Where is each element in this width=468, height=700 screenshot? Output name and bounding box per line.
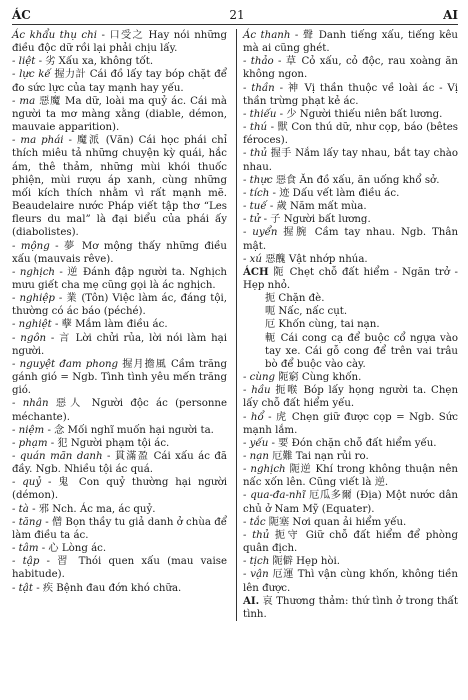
entry-definition: - 要 Đón chặn chỗ đất hiểm yếu. xyxy=(268,437,437,449)
entry-definition: - 習 Thói quen xấu (mau vaise habitude). xyxy=(12,556,227,581)
dictionary-entry xyxy=(243,266,458,292)
dictionary-entry xyxy=(12,318,227,331)
entry-definition: 厄難 Tai nạn rủi ro. xyxy=(268,451,369,462)
entry-keyword: - tuế xyxy=(243,201,267,213)
dictionary-entry xyxy=(243,253,458,266)
entry-keyword: - nguyệt đam phong xyxy=(12,358,119,370)
entry-keyword: - ngôn xyxy=(12,332,47,344)
entry-keyword: AI. xyxy=(243,594,260,607)
dictionary-entry xyxy=(12,424,227,437)
dictionary-entry xyxy=(12,55,227,68)
entry-keyword: ÁCH xyxy=(243,265,269,278)
entry-definition: - 業 (Tôn) Việc làm ác, đáng tội, thường có ác báo (péché). xyxy=(12,293,227,318)
entry-definition: - 貫滿盈 Cái xấu ác đã đầy. Ngb. Nhiều tội ác quá. xyxy=(12,451,227,476)
dictionary-entry xyxy=(12,542,227,555)
entry-definition: - 言 Lời chửi rủa, lời nói làm hại người. xyxy=(12,332,227,357)
entry-definition: - 僧 Bọn thầy tu giả danh ở chùa để làm điều ta ác. xyxy=(12,516,227,541)
entry-definition: - 魔派 (Văn) Cái học phái chỉ thích miêu tả những chuyện kỳ quái, hắc ám, thê thảm, những mùi khói thuốc phiện, mùi rượu áp xanh, cùng những mối kích thích nhằm vì rất mạnh mẽ. Beaudelaire nước Pháp viết tập thơ “Les fleurs du mal” là đại biểu của phái ấy (diabolistes). xyxy=(12,135,227,239)
entry-definition: - 聲 Danh tiếng xấu, tiếng kêu mà ai cũng ghét. xyxy=(243,30,458,55)
entry-keyword: - qua-đa-nhĩ xyxy=(243,490,306,502)
dictionary-entry xyxy=(243,489,458,515)
page-number: 21 xyxy=(229,8,245,22)
dictionary-entry xyxy=(243,226,458,252)
dictionary-entry xyxy=(243,29,458,55)
dictionary-entry xyxy=(12,332,227,358)
entry-definition: 呃 Nấc, nấc cụt. xyxy=(265,306,348,318)
entry-definition: - 犯 Người phạm tội ác. xyxy=(47,437,170,449)
entry-definition: - 疾 Bệnh đau đớn khó chữa. xyxy=(32,582,182,594)
entry-definition: - 虎 Chẹn giữ được cọp = Ngb. Sức mạnh lắm. xyxy=(243,411,458,436)
entry-keyword: - vận xyxy=(243,569,269,581)
entry-keyword: - thủ xyxy=(243,148,268,160)
entry-definition: 扼守 Giữ chỗ đất hiểm để phòng quân địch. xyxy=(243,529,458,555)
dictionary-entry xyxy=(243,384,458,410)
entry-keyword: - thiếu xyxy=(243,108,277,120)
dictionary-entry xyxy=(12,240,227,266)
entry-definition: 阨 Chẹt chỗ đất hiểm - Ngăn trở - Hẹp nhỏ. xyxy=(243,266,458,291)
entry-keyword: Ác khẩu thụ chi xyxy=(12,30,97,41)
dictionary-entry xyxy=(12,358,227,397)
entry-definition: - 鬼 Con quỷ thường hại người (démon). xyxy=(12,477,227,502)
dictionary-entry xyxy=(243,568,458,594)
entry-definition: 厄 Khốn cùng, tai nạn. xyxy=(265,319,380,331)
entry-definition: 阨僻 Hẹp hòi. xyxy=(269,556,341,568)
entry-definition: 握手 Nắm lấy tay nhau, bắt tay chào nhau. xyxy=(243,148,458,173)
entry-definition: 握力計 Cái đồ lấy tay bóp chặt để đo sức lực của tay mạnh hay yếu. xyxy=(12,69,227,94)
left-column xyxy=(12,29,227,621)
entry-definition: - 歲 Năm mất mùa. xyxy=(266,201,367,213)
dictionary-entry xyxy=(12,134,227,239)
entry-definition: 厄瓜多爾 (Địa) Một nước dân chủ ở Nam Mỹ (Equater). xyxy=(243,490,458,515)
entry-definition: 惡食 Ăn đồ xấu, ăn uống khổ sở. xyxy=(272,174,440,186)
entry-definition: - 口受之 Hay nói những điều độc dữ rồi lại phải chịu lấy. xyxy=(12,30,227,55)
entry-keyword: - thủ xyxy=(243,529,270,541)
dictionary-entry xyxy=(243,555,458,568)
entry-definition: 扼 Chặn đè. xyxy=(265,293,325,305)
entry-keyword: - quán mãn danh xyxy=(12,451,103,462)
entry-keyword: - ma phái xyxy=(12,135,64,147)
entry-keyword: - nhân xyxy=(12,398,49,410)
dictionary-entry xyxy=(12,68,227,94)
entry-keyword: - tật xyxy=(12,582,33,594)
entry-definition: 阨窮 Cùng khốn. xyxy=(275,372,362,384)
dictionary-entry xyxy=(12,437,227,450)
entry-definition: - 草 Cỏ xấu, cỏ độc, rau xoàng ăn không ngon. xyxy=(243,56,458,81)
dictionary-entry xyxy=(12,582,227,595)
entry-definition: - 夢 Mơ mộng thấy những điều xấu (mauvais rêve). xyxy=(12,240,227,265)
entry-keyword: - tích xyxy=(243,187,270,199)
entry-keyword: - phạm xyxy=(12,437,48,449)
dictionary-entry xyxy=(12,95,227,134)
entry-definition: - 邪 Nch. Ác ma, ác quỷ. xyxy=(28,503,156,515)
entry-keyword: - yếu xyxy=(243,437,269,449)
dictionary-entry xyxy=(12,555,227,581)
entry-definition: - 劣 Xấu xa, không tốt. xyxy=(35,56,154,68)
entry-definition: 阨逆 Khí trong không thuận nên nấc xốn lên. Cũng viết là 逆. xyxy=(243,464,458,489)
entry-keyword: - tịch xyxy=(243,556,270,568)
entry-definition: 握月擔風 Cầm trăng gánh gió = Ngb. Tình tình yêu mến trăng gió. xyxy=(12,358,227,397)
entry-keyword: - tà xyxy=(12,503,29,515)
dictionary-entry xyxy=(243,595,458,621)
dictionary-entry xyxy=(12,266,227,292)
entry-keyword: - tăng xyxy=(12,516,42,528)
entry-keyword: Ác thanh xyxy=(243,30,291,41)
entry-keyword: - nghiệt xyxy=(12,319,52,331)
dictionary-entry xyxy=(12,397,227,423)
entry-keyword: - tâm xyxy=(12,543,39,555)
entry-definition: 軛 Cái cong cạ để buộc cổ ngựa vào tay xe. Cái gỗ cong để trên vai trâu bò để buộc vào cày. xyxy=(265,332,458,370)
entry-definition: 厄運 Thì vận cùng khốn, không tiền lên được. xyxy=(243,569,458,594)
entry-keyword: - nghịch xyxy=(12,266,55,278)
dictionary-entry xyxy=(243,463,458,489)
entry-definition: 握腕 Cầm tay nhau. Ngb. Thân mật. xyxy=(243,227,459,252)
entry-keyword: - thú xyxy=(243,122,268,134)
entry-keyword: - thần xyxy=(243,82,275,94)
entry-keyword: - tắc xyxy=(243,516,266,528)
entry-keyword: - liệt xyxy=(12,56,36,68)
entry-keyword: - thảo xyxy=(243,56,274,68)
entry-keyword: - quỷ xyxy=(12,477,42,489)
right-column xyxy=(236,29,458,621)
entry-definition: - 孽 Mắm làm điều ác. xyxy=(51,319,168,331)
dictionary-entry xyxy=(243,200,458,213)
dictionary-entry xyxy=(12,450,227,476)
page-header xyxy=(12,6,458,25)
entry-keyword: - mộng xyxy=(12,240,50,252)
entry-keyword: - tử xyxy=(243,214,261,226)
entry-definition: 阨塞 Nơi quan ải hiểm yếu. xyxy=(265,516,407,528)
dictionary-entry xyxy=(243,411,458,437)
dictionary-entry xyxy=(243,174,458,187)
dictionary-entry xyxy=(243,121,458,147)
entry-definition: 扼喉 Bóp lấy họng người ta. Chẹn lấy chỗ đất hiểm yếu. xyxy=(243,385,459,410)
right-guide-word: AI xyxy=(443,8,458,22)
entry-keyword: - niệm xyxy=(12,424,45,436)
entry-keyword: - nạn xyxy=(243,451,269,462)
dictionary-entry xyxy=(243,292,458,305)
entry-keyword: - hổ xyxy=(243,411,264,423)
entry-definition: 惡人 Người độc ác (personne méchante). xyxy=(12,398,227,423)
dictionary-entry xyxy=(243,55,458,81)
dictionary-entry xyxy=(243,332,458,371)
dictionary-entry xyxy=(243,108,458,121)
dictionary-entry xyxy=(243,213,458,226)
dictionary-entry xyxy=(243,318,458,331)
dictionary-entry xyxy=(243,187,458,200)
entry-definition: - 心 Lòng ác. xyxy=(38,543,107,555)
entry-keyword: - cùng xyxy=(243,372,276,384)
dictionary-entry xyxy=(12,476,227,502)
entry-keyword: - thực xyxy=(243,174,273,186)
entry-definition: 哀 Thương thảm: thứ tình ở trong thất tình. xyxy=(243,595,458,620)
entry-keyword: - lực kế xyxy=(12,69,51,81)
entry-keyword: - uyển xyxy=(243,227,278,239)
entry-definition: - 神 Vị thần thuộc về loài ác - Vị thần trừng phạt kẻ ác. xyxy=(243,82,458,107)
dictionary-entry xyxy=(243,529,458,555)
entry-keyword: - hầu xyxy=(243,385,271,397)
dictionary-entry xyxy=(243,371,458,384)
dictionary-entry xyxy=(12,29,227,55)
entry-definition: 惡魔 Ma dữ, loài ma quỷ ác. Cái mà người ta mơ màng xằng (diable, démon, mauvaie apparition). xyxy=(12,95,227,134)
dictionary-entry xyxy=(243,147,458,173)
entry-keyword: - ma xyxy=(12,95,36,107)
dictionary-entry xyxy=(243,305,458,318)
entry-keyword: - nghịch xyxy=(243,464,286,476)
entry-definition: - 獸 Con thú dữ, như cọp, báo (bêtes féroces). xyxy=(243,122,458,147)
dictionary-entry xyxy=(12,516,227,542)
entry-keyword: - xú xyxy=(243,253,262,265)
entry-definition: - 子 Người bất lương. xyxy=(260,214,371,226)
entry-definition: - 少 Người thiếu niên bất lương. xyxy=(276,108,443,120)
entry-keyword: - tập xyxy=(12,556,40,568)
entry-definition: 惡醜 Vật nhớp nhúa. xyxy=(262,253,368,265)
dictionary-entry xyxy=(12,503,227,516)
entry-definition: - 念 Mối nghĩ muốn hại người ta. xyxy=(44,424,214,436)
left-guide-word: ÁC xyxy=(12,8,31,22)
dictionary-entry xyxy=(243,82,458,108)
dictionary-entry xyxy=(12,292,227,318)
entry-definition: - 逆 Đánh đập người ta. Nghịch mưu giết cha mẹ cũng gọi là ác nghịch. xyxy=(12,266,227,291)
dictionary-entry xyxy=(243,450,458,463)
entry-keyword: - nghiệp xyxy=(12,293,55,305)
dictionary-entry xyxy=(243,516,458,529)
entry-definition: - 迹 Dấu vết làm điều ác. xyxy=(269,187,400,199)
dictionary-entry xyxy=(243,437,458,450)
